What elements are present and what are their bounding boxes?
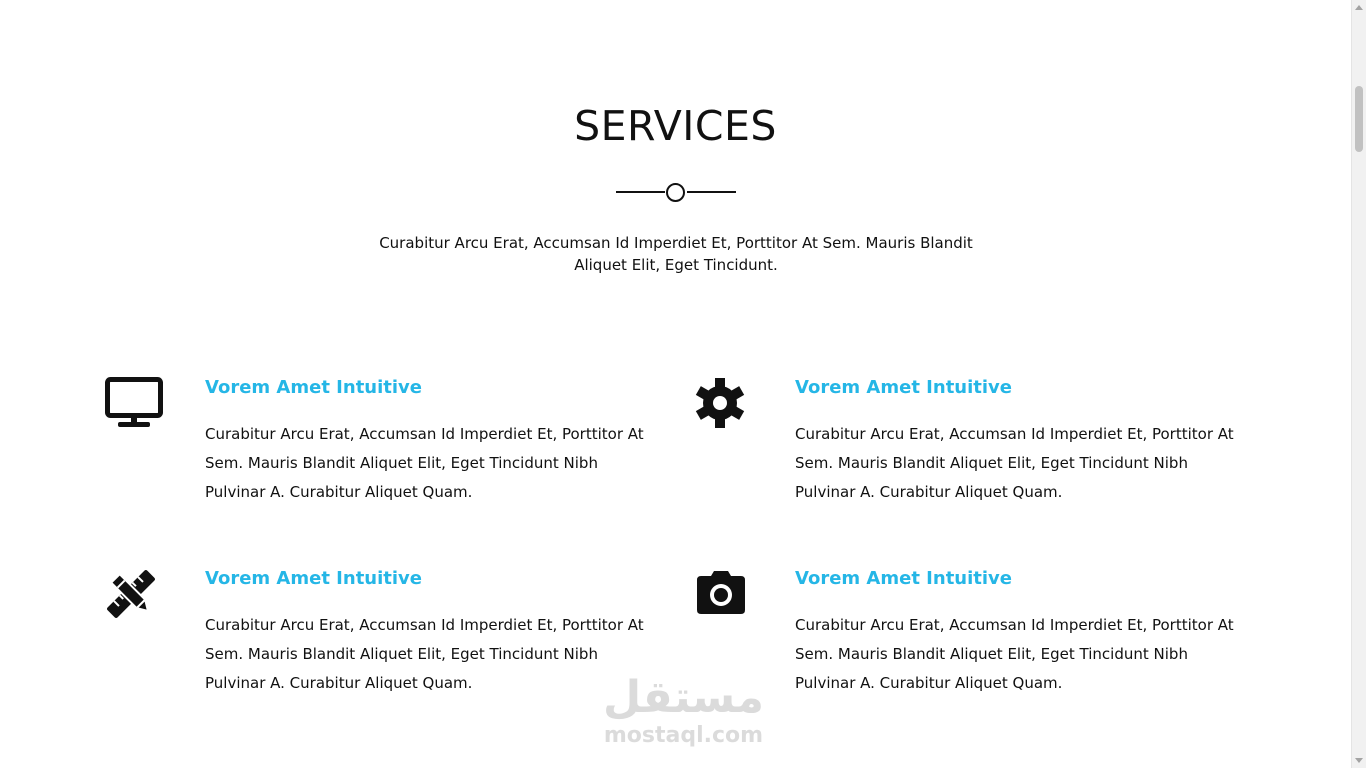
service-description: Curabitur Arcu Erat, Accumsan Id Imperdiet Et, Porttitor At Sem. Mauris Blandit Aliquet Elit, Eget Tincidunt Nibh Pulvinar A. Curabitur Aliquet Quam. <box>205 616 644 692</box>
service-title: Vorem Amet Intuitive <box>795 568 1013 589</box>
scrollbar-thumb[interactable] <box>1355 86 1363 152</box>
divider-circle-icon <box>666 183 685 202</box>
service-card-1 <box>105 377 665 527</box>
service-description: Curabitur Arcu Erat, Accumsan Id Imperdiet Et, Porttitor At Sem. Mauris Blandit Aliquet Elit, Eget Tincidunt Nibh Pulvinar A. Curabitur Aliquet Quam. <box>795 616 1234 692</box>
service-card-2 <box>695 377 1255 527</box>
service-title: Vorem Amet Intuitive <box>205 377 423 398</box>
service-title: Vorem Amet Intuitive <box>795 377 1013 398</box>
section-intro: Curabitur Arcu Erat, Accumsan Id Imperdiet Et, Porttitor At Sem. Mauris Blandit Aliquet Elit, Eget Tincidunt. <box>379 234 973 274</box>
title-divider <box>616 183 736 201</box>
monitor-icon <box>105 377 165 437</box>
service-description: Curabitur Arcu Erat, Accumsan Id Imperdiet Et, Porttitor At Sem. Mauris Blandit Aliquet Elit, Eget Tincidunt Nibh Pulvinar A. Curabitur Aliquet Quam. <box>205 425 644 501</box>
scroll-up-arrow-icon[interactable] <box>1355 5 1363 10</box>
service-title: Vorem Amet Intuitive <box>205 568 423 589</box>
service-card-4 <box>695 568 1255 718</box>
watermark-latin: mostaql.com <box>603 723 764 748</box>
section-title: SERVICES <box>574 102 777 150</box>
scroll-down-arrow-icon[interactable] <box>1355 758 1363 763</box>
camera-icon <box>695 568 755 628</box>
watermark-logo <box>596 672 771 748</box>
service-card-3 <box>105 568 665 718</box>
vertical-scrollbar[interactable] <box>1351 0 1366 768</box>
watermark-arabic: مستقل <box>603 672 764 723</box>
service-description: Curabitur Arcu Erat, Accumsan Id Imperdiet Et, Porttitor At Sem. Mauris Blandit Aliquet Elit, Eget Tincidunt Nibh Pulvinar A. Curabitur Aliquet Quam. <box>795 425 1234 501</box>
pencil-ruler-icon <box>105 568 165 628</box>
gear-icon <box>695 377 755 437</box>
